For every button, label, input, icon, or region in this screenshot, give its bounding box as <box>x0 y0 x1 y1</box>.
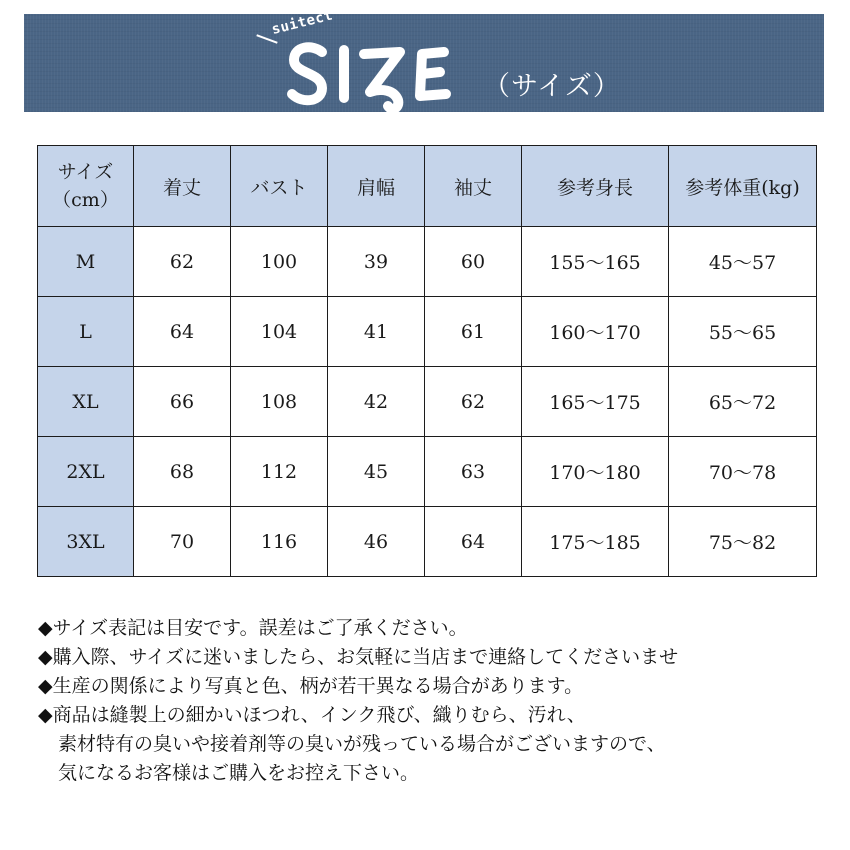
header-weight: 参考体重(kg) <box>669 146 817 227</box>
table-row <box>38 507 817 577</box>
header-bust: バスト <box>231 146 328 227</box>
table-cell: 62 <box>134 227 231 297</box>
note-item: ◆生産の関係により写真と色、柄が若干異なる場合があります。 <box>38 675 584 697</box>
table-cell: 55〜65 <box>669 297 817 367</box>
table-cell: 108 <box>231 367 328 437</box>
size-cell: L <box>38 297 134 367</box>
table-cell: 62 <box>425 367 522 437</box>
table-cell: 68 <box>134 437 231 507</box>
note-item: ◆購入際、サイズに迷いましたら、お気軽に当店まで連絡してくださいませ <box>38 646 679 668</box>
table-cell: 100 <box>231 227 328 297</box>
header-shoulder: 肩幅 <box>328 146 425 227</box>
table-header-row <box>38 146 817 227</box>
header-height: 参考身長 <box>522 146 669 227</box>
table-row <box>38 437 817 507</box>
header-size <box>38 146 134 227</box>
size-cell: XL <box>38 367 134 437</box>
size-cell: 3XL <box>38 507 134 577</box>
notes-section <box>38 614 678 788</box>
table-cell: 42 <box>328 367 425 437</box>
brand-name: suitect <box>270 7 335 38</box>
table-cell: 65〜72 <box>669 367 817 437</box>
table-row <box>38 297 817 367</box>
table-cell: 41 <box>328 297 425 367</box>
table-row <box>38 367 817 437</box>
size-subtitle: （サイズ） <box>483 71 621 102</box>
table-cell: 175〜185 <box>522 507 669 577</box>
table-cell: 64 <box>134 297 231 367</box>
table-cell: 45〜57 <box>669 227 817 297</box>
table-cell: 39 <box>328 227 425 297</box>
table-cell: 165〜175 <box>522 367 669 437</box>
table-cell: 64 <box>425 507 522 577</box>
table-cell: 45 <box>328 437 425 507</box>
size-cell: M <box>38 227 134 297</box>
size-logo <box>282 30 477 116</box>
table-cell: 63 <box>425 437 522 507</box>
table-cell: 160〜170 <box>522 297 669 367</box>
note-item: ◆商品は縫製上の細かいほつれ、インク飛び、織りむら、汚れ、 <box>38 704 586 726</box>
header-size-label: サイズ <box>57 161 114 183</box>
table-cell: 66 <box>134 367 231 437</box>
table-cell: 61 <box>425 297 522 367</box>
note-continuation: 気になるお客様はご購入をお控え下さい。 <box>58 762 420 784</box>
header-size-unit: （cm） <box>52 189 119 211</box>
header-sleeve: 袖丈 <box>425 146 522 227</box>
table-cell: 112 <box>231 437 328 507</box>
header-length: 着丈 <box>134 146 231 227</box>
table-cell: 155〜165 <box>522 227 669 297</box>
title-banner <box>24 7 824 112</box>
note-continuation: 素材特有の臭いや接着剤等の臭いが残っている場合がございますので、 <box>58 733 666 755</box>
table-cell: 70 <box>134 507 231 577</box>
table-cell: 170〜180 <box>522 437 669 507</box>
table-cell: 75〜82 <box>669 507 817 577</box>
table-cell: 116 <box>231 507 328 577</box>
size-cell: 2XL <box>38 437 134 507</box>
table-cell: 104 <box>231 297 328 367</box>
size-chart-table <box>37 145 817 577</box>
table-cell: 46 <box>328 507 425 577</box>
table-cell: 60 <box>425 227 522 297</box>
table-cell: 70〜78 <box>669 437 817 507</box>
table-row <box>38 227 817 297</box>
note-item: ◆サイズ表記は目安です。誤差はご了承ください。 <box>38 617 468 639</box>
